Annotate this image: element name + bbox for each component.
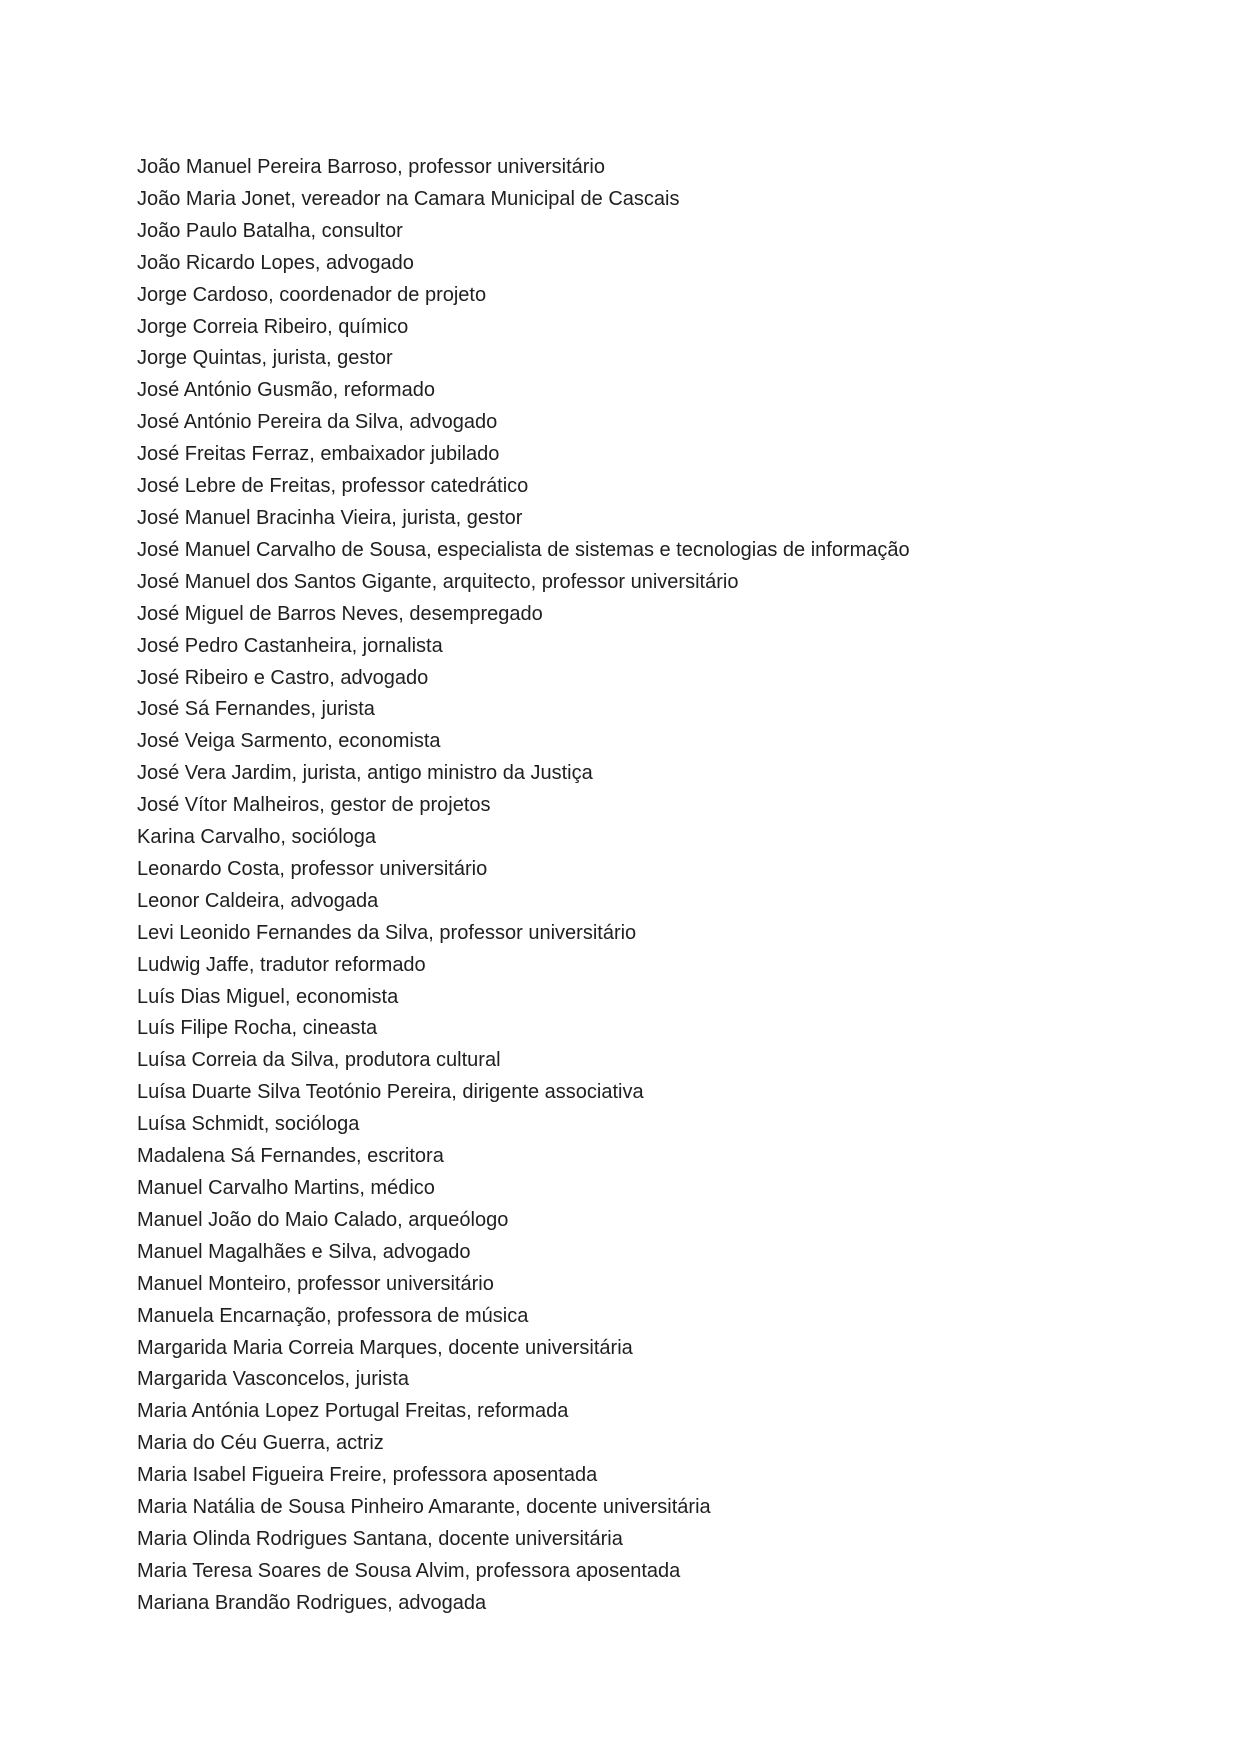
list-item: Leonor Caldeira, advogada <box>137 889 379 912</box>
list-item: Margarida Maria Correia Marques, docente universitária <box>137 1336 633 1359</box>
list-item: Margarida Vasconcelos, jurista <box>137 1368 409 1391</box>
list-item: João Manuel Pereira Barroso, professor universitário <box>137 156 605 178</box>
list-item: José Ribeiro e Castro, advogado <box>137 666 429 689</box>
list-item: José Pedro Castanheira, jornalista <box>137 634 443 657</box>
list-item: Manuel João do Maio Calado, arqueólogo <box>137 1208 509 1231</box>
list-item: Jorge Quintas, jurista, gestor <box>137 347 393 370</box>
list-item: José Manuel Bracinha Vieira, jurista, gestor <box>137 506 523 529</box>
list-item: Manuela Encarnação, professora de música <box>137 1304 529 1327</box>
list-item: José Miguel de Barros Neves, desempregado <box>137 602 543 625</box>
list-item: Luísa Schmidt, socióloga <box>137 1113 360 1136</box>
list-item: Manuel Monteiro, professor universitário <box>137 1272 494 1295</box>
list-item: Levi Leonido Fernandes da Silva, professor universitário <box>137 921 637 944</box>
list-item: Luís Filipe Rocha, cineasta <box>137 1017 378 1040</box>
list-item: Mariana Brandão Rodrigues, advogada <box>137 1591 487 1614</box>
list-item: Jorge Correia Ribeiro, químico <box>137 315 409 338</box>
list-item: Karina Carvalho, socióloga <box>137 826 377 849</box>
list-item: José Lebre de Freitas, professor catedrático <box>137 475 529 498</box>
list-item: Maria Olinda Rodrigues Santana, docente universitária <box>137 1527 623 1550</box>
list-item: José Manuel dos Santos Gigante, arquitecto, professor universitário <box>137 570 739 593</box>
list-item: Luísa Correia da Silva, produtora cultural <box>137 1049 501 1072</box>
list-item: Manuel Magalhães e Silva, advogado <box>137 1240 471 1263</box>
list-item: Jorge Cardoso, coordenador de projeto <box>137 283 487 306</box>
list-item: José Sá Fernandes, jurista <box>137 698 375 721</box>
list-item: José António Gusmão, reformado <box>137 379 435 402</box>
list-item: João Maria Jonet, vereador na Camara Municipal de Cascais <box>137 187 680 210</box>
list-item: Manuel Carvalho Martins, médico <box>137 1177 435 1199</box>
list-item: Maria do Céu Guerra, actriz <box>137 1432 384 1455</box>
list-item: João Paulo Batalha, consultor <box>137 219 403 242</box>
list-item: José Veiga Sarmento, economista <box>137 730 441 753</box>
list-item: José António Pereira da Silva, advogado <box>137 411 498 434</box>
list-item: Leonardo Costa, professor universitário <box>137 857 488 880</box>
list-item: Luísa Duarte Silva Teotónio Pereira, dirigente associativa <box>137 1081 644 1104</box>
list-item: Maria Natália de Sousa Pinheiro Amarante, docente universitária <box>137 1496 711 1519</box>
list-item: José Manuel Carvalho de Sousa, especialista de sistemas e tecnologias de informação <box>137 538 910 561</box>
list-item: Maria Antónia Lopez Portugal Freitas, reformada <box>137 1400 569 1423</box>
list-item: João Ricardo Lopes, advogado <box>137 251 414 274</box>
list-item: José Vera Jardim, jurista, antigo ministro da Justiça <box>137 762 593 785</box>
list-item: José Vítor Malheiros, gestor de projetos <box>137 794 491 817</box>
list-item: Madalena Sá Fernandes, escritora <box>137 1145 444 1168</box>
list-item: Ludwig Jaffe, tradutor reformado <box>137 953 426 976</box>
list-item: José Freitas Ferraz, embaixador jubilado <box>137 443 500 466</box>
list-item: Maria Isabel Figueira Freire, professora aposentada <box>137 1464 598 1487</box>
list-item: Maria Teresa Soares de Sousa Alvim, professora aposentada <box>137 1559 681 1582</box>
list-item: Luís Dias Miguel, economista <box>137 985 399 1008</box>
signatories-list <box>137 152 1159 1620</box>
